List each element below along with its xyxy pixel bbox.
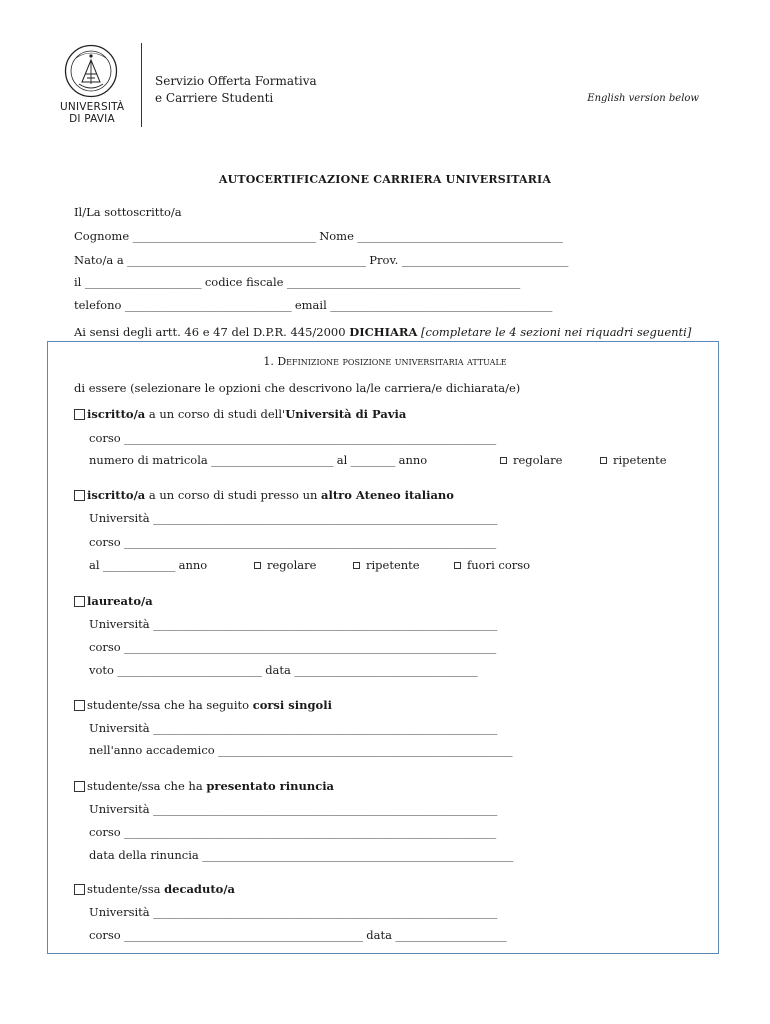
section-1-title: 1. Definizione posizione universitaria attuale (263, 355, 507, 368)
english-version-note[interactable]: English version below (587, 93, 699, 104)
il-label: il (74, 275, 82, 289)
corsi-singoli-label-text: studente/ssa che ha seguito (87, 698, 253, 712)
altro-fuori-corso-label: fuori corso (467, 558, 531, 572)
option-laureato[interactable] (74, 594, 153, 608)
rinuncia-corso-label: corso (89, 825, 121, 839)
option-iscritto-altro[interactable] (74, 488, 454, 502)
pavia-corso-row[interactable] (89, 431, 496, 445)
declaration-bold: DICHIARA (349, 325, 418, 339)
cognome-field[interactable]: _________________________________ (129, 229, 320, 243)
telefono-label: telefono (74, 298, 122, 312)
option-rinuncia[interactable] (74, 779, 334, 793)
nome-label: Nome (319, 229, 354, 243)
singoli-universita-field[interactable]: ______________________________________________________________ (149, 721, 498, 735)
altro-fuori-corso-option[interactable] (454, 558, 530, 572)
university-name-line2: DI PAVIA (69, 113, 115, 125)
email-field[interactable]: ________________________________________ (326, 298, 553, 312)
option-decaduto[interactable] (74, 882, 235, 896)
altro-corso-label: corso (89, 535, 121, 549)
laureato-universita-row[interactable] (89, 617, 497, 631)
altro-regolare-checkbox[interactable] (254, 562, 261, 569)
iscritto-pavia-label-bold: iscritto/a (87, 407, 146, 421)
voto-field[interactable]: __________________________ (113, 663, 266, 677)
pavia-ripetente-label: ripetente (613, 453, 667, 467)
header-divider (141, 43, 142, 127)
singoli-anno-field[interactable]: _____________________________________________________ (214, 743, 513, 757)
university-name (60, 101, 124, 125)
rinuncia-checkbox[interactable] (74, 781, 85, 792)
laureato-label: laureato/a (87, 594, 153, 608)
laureato-corso-label: corso (89, 640, 121, 654)
altro-regolare-option[interactable] (254, 558, 316, 572)
declaration-instructions: [completare le 4 sezioni nei riquadri seguenti] (421, 325, 692, 339)
data-cf-row[interactable] (74, 275, 520, 289)
altro-corso-row[interactable] (89, 535, 496, 549)
pavia-matricola-row[interactable] (89, 453, 427, 467)
singoli-universita-row[interactable] (89, 721, 497, 735)
declaration-prefix: Ai sensi degli artt. 46 e 47 del D.P.R. 445/2000 (74, 325, 346, 339)
decaduto-corso-row[interactable] (89, 928, 506, 942)
laureato-universita-field[interactable]: ______________________________________________________________ (149, 617, 498, 631)
pavia-al-label: al (336, 453, 348, 467)
nome-field[interactable]: _____________________________________ (353, 229, 563, 243)
rinuncia-universita-label: Università (89, 802, 150, 816)
altro-ripetente-label: ripetente (366, 558, 420, 572)
decaduto-corso-field[interactable]: ___________________________________________ (120, 928, 367, 942)
singoli-anno-label: nell'anno accademico (89, 743, 215, 757)
laureato-checkbox[interactable] (74, 596, 85, 607)
decaduto-label-text: studente/ssa (87, 882, 165, 896)
declaration-line (74, 325, 691, 339)
laureato-corso-row[interactable] (89, 640, 496, 654)
telefono-field[interactable]: ______________________________ (121, 298, 295, 312)
iscritto-altro-label-bold: iscritto/a (87, 488, 146, 502)
altro-universita-field[interactable]: ______________________________________________________________ (149, 511, 498, 525)
office-name-line1: Servizio Offerta Formativa (155, 74, 317, 88)
rinuncia-universita-field[interactable]: ______________________________________________________________ (149, 802, 498, 816)
matricola-label: numero di matricola (89, 453, 208, 467)
nato-field[interactable]: ___________________________________________ (123, 253, 370, 267)
cognome-nome-row[interactable] (74, 229, 563, 243)
intro-text: Il/La sottoscritto/a (74, 205, 182, 219)
pavia-regolare-option[interactable] (500, 453, 562, 467)
pavia-corso-field[interactable]: ___________________________________________________________________ (120, 431, 496, 445)
decaduto-data-label: data (366, 928, 392, 942)
corsi-singoli-label-bold: corsi singoli (252, 698, 332, 712)
voto-label: voto (89, 663, 114, 677)
altro-regolare-label: regolare (267, 558, 317, 572)
university-seal-logo (64, 44, 118, 98)
rinuncia-universita-row[interactable] (89, 802, 497, 816)
altro-anno-label: anno (178, 558, 208, 572)
prov-field[interactable]: ______________________________ (398, 253, 569, 267)
cognome-label: Cognome (74, 229, 130, 243)
iscritto-pavia-checkbox[interactable] (74, 409, 85, 420)
rinuncia-data-label: data della rinuncia (89, 848, 199, 862)
decaduto-universita-label: Università (89, 905, 150, 919)
iscritto-altro-label-ateneo: altro Ateneo italiano (321, 488, 454, 502)
laureato-corso-field[interactable]: ___________________________________________________________________ (120, 640, 496, 654)
decaduto-label-bold: decaduto/a (164, 882, 235, 896)
university-name-line1: UNIVERSITÀ (60, 101, 125, 113)
contatti-row[interactable] (74, 298, 552, 312)
option-corsi-singoli[interactable] (74, 698, 332, 712)
pavia-corso-label: corso (89, 431, 121, 445)
laureato-voto-row[interactable] (89, 663, 478, 677)
decaduto-corso-label: corso (89, 928, 121, 942)
office-name (155, 73, 317, 107)
altro-universita-label: Università (89, 511, 150, 525)
decaduto-universita-row[interactable] (89, 905, 497, 919)
pavia-regolare-checkbox[interactable] (500, 457, 507, 464)
altro-ripetente-option[interactable] (353, 558, 420, 572)
rinuncia-label-bold: presentato rinuncia (206, 779, 335, 793)
rinuncia-corso-field[interactable]: ___________________________________________________________________ (120, 825, 496, 839)
decaduto-data-field[interactable]: ____________________ (391, 928, 507, 942)
corsi-singoli-checkbox[interactable] (74, 700, 85, 711)
nascita-row[interactable] (74, 253, 568, 267)
pavia-anno-field[interactable]: ________ (347, 453, 399, 467)
document-title: AUTOCERTIFICAZIONE CARRIERA UNIVERSITARIA (218, 173, 552, 186)
laureato-universita-label: Università (89, 617, 150, 631)
codice-fiscale-label: codice fiscale (204, 275, 284, 289)
laureato-data-field[interactable]: _________________________________ (290, 663, 478, 677)
rinuncia-label-text: studente/ssa che ha (87, 779, 207, 793)
singoli-anno-row[interactable] (89, 743, 512, 757)
prov-label: Prov. (369, 253, 399, 267)
altro-fuori-corso-checkbox[interactable] (454, 562, 461, 569)
email-label: email (294, 298, 327, 312)
singoli-universita-label: Università (89, 721, 150, 735)
iscritto-pavia-label-university: Università di Pavia (285, 407, 407, 421)
pavia-ripetente-checkbox[interactable] (600, 457, 607, 464)
section-1-intro: di essere (selezionare le opzioni che descrivono la/le carriera/e dichiarata/e) (74, 381, 521, 395)
option-iscritto-pavia[interactable] (74, 407, 406, 421)
rinuncia-corso-row[interactable] (89, 825, 496, 839)
pavia-anno-label: anno (398, 453, 428, 467)
decaduto-checkbox[interactable] (74, 884, 85, 895)
data-nascita-field[interactable]: _____________________ (81, 275, 205, 289)
office-name-line2: e Carriere Studenti (155, 91, 274, 105)
altro-anno-field[interactable]: _____________ (99, 558, 179, 572)
pavia-regolare-label: regolare (513, 453, 563, 467)
rinuncia-data-field[interactable]: ________________________________________________________ (198, 848, 514, 862)
altro-universita-row[interactable] (89, 511, 497, 525)
iscritto-altro-label-text: a un corso di studi presso un (145, 488, 322, 502)
altro-anno-row[interactable] (89, 558, 207, 572)
codice-fiscale-field[interactable]: __________________________________________ (283, 275, 521, 289)
altro-al-label: al (89, 558, 100, 572)
iscritto-pavia-label-text: a un corso di studi dell' (145, 407, 286, 421)
matricola-field[interactable]: ______________________ (207, 453, 337, 467)
decaduto-universita-field[interactable]: ______________________________________________________________ (149, 905, 498, 919)
iscritto-altro-checkbox[interactable] (74, 490, 85, 501)
altro-corso-field[interactable]: ___________________________________________________________________ (120, 535, 496, 549)
rinuncia-data-row[interactable] (89, 848, 513, 862)
laureato-data-label: data (265, 663, 291, 677)
pavia-ripetente-option[interactable] (600, 453, 667, 467)
nato-label: Nato/a a (74, 253, 124, 267)
altro-ripetente-checkbox[interactable] (353, 562, 360, 569)
